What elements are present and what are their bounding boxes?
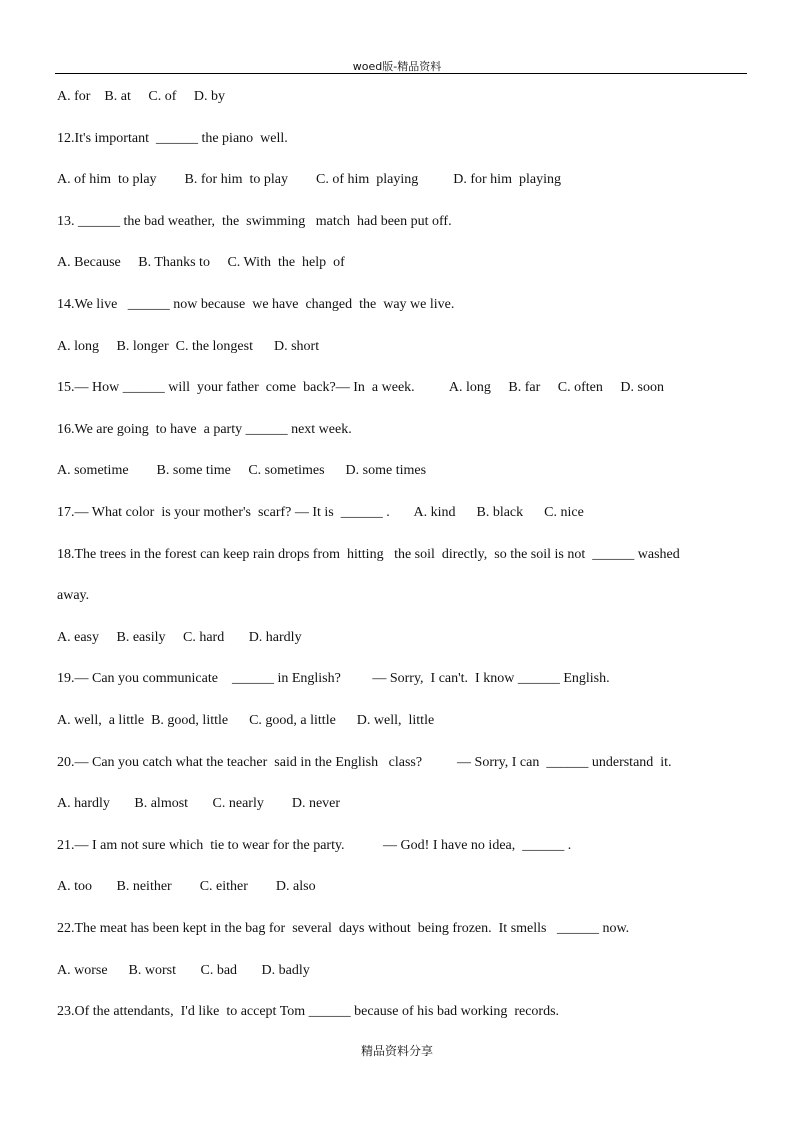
q15-question: 15.— How ______ will your father come back?— In a week. A. long B. far C. often D. soon: [57, 380, 664, 395]
q19-options: A. well, a little B. good, little C. good, a little D. well, little: [57, 713, 435, 728]
q19-question: 19.— Can you communicate ______ in English? — Sorry, I can't. I know ______ English.: [57, 671, 610, 686]
q14-question: 14.We live ______ now because we have changed the way we live.: [57, 297, 455, 312]
q20-question: 20.— Can you catch what the teacher said in the English class? — Sorry, I can ______ understand it.: [57, 755, 672, 770]
q22-question: 22.The meat has been kept in the bag for several days without being frozen. It smells ______ now.: [57, 921, 630, 936]
q18-question: 18.The trees in the forest can keep rain drops from hitting the soil directly, so the soil is not ______ washed: [57, 547, 680, 562]
q13-question: 13. ______ the bad weather, the swimming match had been put off.: [57, 214, 452, 229]
page-footer: 精品资料分享: [360, 1044, 433, 1058]
q18-options: A. easy B. easily C. hard D. hardly: [57, 630, 302, 645]
q18-question-cont: away.: [57, 588, 90, 603]
header-rule: [55, 73, 747, 74]
q16-question: 16.We are going to have a party ______ next week.: [57, 422, 352, 437]
q17-question: 17.— What color is your mother's scarf? — It is ______ . A. kind B. black C. nice: [57, 505, 584, 520]
q16-options: A. sometime B. some time C. sometimes D. some times: [57, 463, 427, 478]
q12-question: 12.It's important ______ the piano well.: [57, 131, 288, 146]
q23-question: 23.Of the attendants, I'd like to accept Tom ______ because of his bad working records.: [57, 1004, 560, 1019]
page-header: woed版-精品资料: [352, 60, 442, 73]
q21-options: A. too B. neither C. either D. also: [57, 879, 316, 894]
q21-question: 21.— I am not sure which tie to wear for the party. — God! I have no idea, ______ .: [57, 838, 572, 853]
q14-options: A. long B. longer C. the longest D. short: [57, 339, 320, 354]
q20-options: A. hardly B. almost C. nearly D. never: [57, 796, 341, 811]
q12-options: A. of him to play B. for him to play C. of him playing D. for him playing: [57, 172, 561, 187]
q22-options: A. worse B. worst C. bad D. badly: [57, 963, 310, 978]
q13-options: A. Because B. Thanks to C. With the help of: [57, 255, 345, 270]
q11-options: A. for B. at C. of D. by: [57, 89, 225, 104]
